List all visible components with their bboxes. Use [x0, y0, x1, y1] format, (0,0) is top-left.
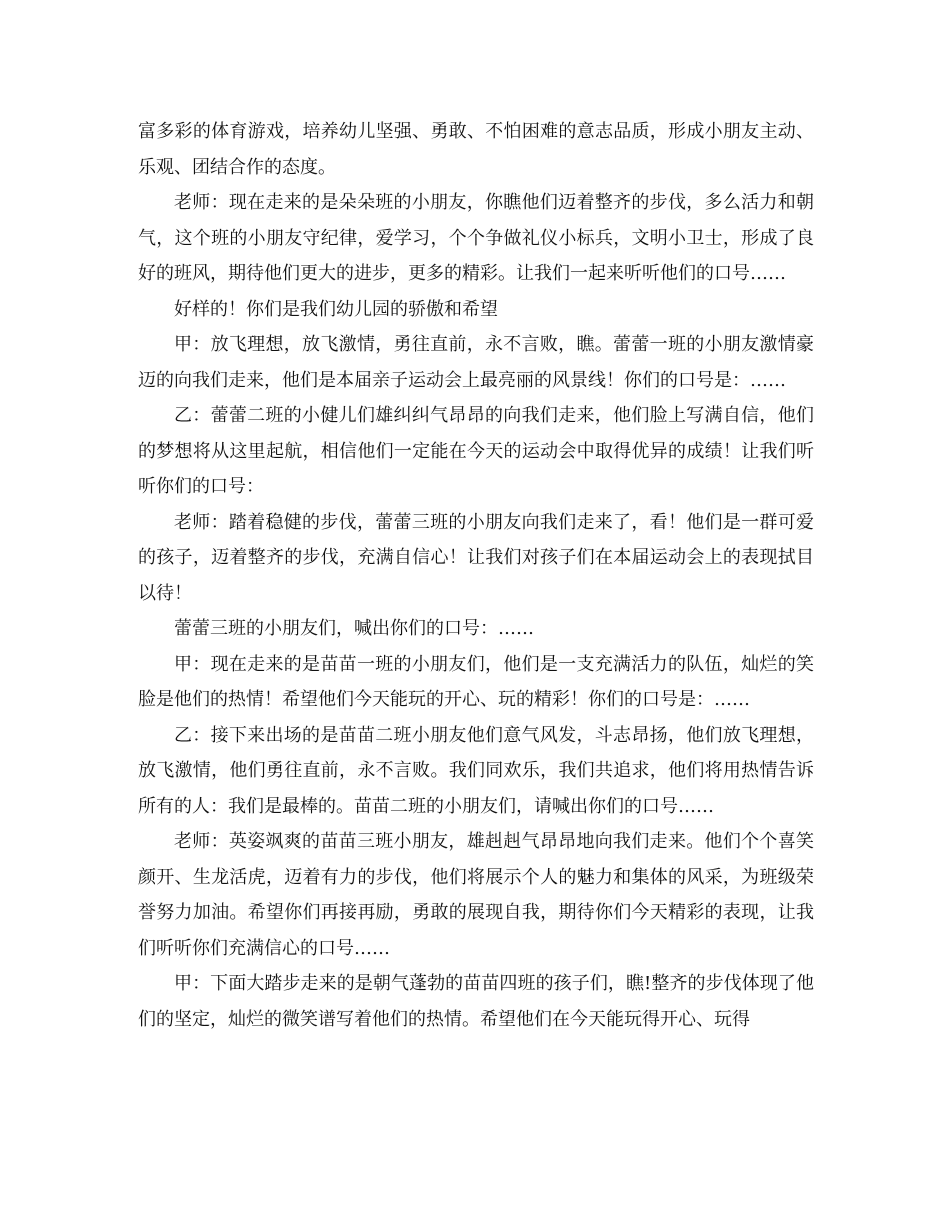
paragraph-2: 老师：现在走来的是朵朵班的小朋友，你瞧他们迈着整齐的步伐，多么活力和朝气，这个班的小朋友守纪律，爱学习，个个争做礼仪小标兵，文明小卫士，形成了良好的班风，期待他们更大的进步，更多的精彩。让我们一起来听听他们的口号……: [138, 192, 814, 284]
paragraph-10: 老师：英姿飒爽的苗苗三班小朋友，雄赳赳气昂昂地向我们走来。他们个个喜笑颜开、生龙活虎，迈着有力的步伐，他们将展示个人的魅力和集体的风采，为班级荣誉努力加油。希望你们再接再励，勇敢的展现自我，期待你们今天精彩的表现，让我们听听你们充满信心的口号……: [138, 831, 814, 959]
document-body: [138, 114, 814, 1037]
paragraph-1: 富多彩的体育游戏，培养幼儿坚强、勇敢、不怕困难的意志品质，形成小朋友主动、乐观、团结合作的态度。: [138, 121, 814, 178]
paragraph-5: 乙：蕾蕾二班的小健儿们雄纠纠气昂昂的向我们走来，他们脸上写满自信，他们的梦想将从这里起航，相信他们一定能在今天的运动会中取得优异的成绩！让我们听听你们的口号：: [138, 405, 814, 497]
paragraph-11: 甲：下面大踏步走来的是朝气蓬勃的苗苗四班的孩子们，瞧!整齐的步伐体现了他们的坚定，灿烂的微笑谱写着他们的热情。希望他们在今天能玩得开心、玩得: [138, 973, 814, 1030]
paragraph-8: 甲：现在走来的是苗苗一班的小朋友们，他们是一支充满活力的队伍，灿烂的笑脸是他们的热情！希望他们今天能玩的开心、玩的精彩！你们的口号是：……: [138, 653, 814, 710]
paragraph-7: 蕾蕾三班的小朋友们，喊出你们的口号：……: [174, 618, 534, 639]
paragraph-3: 好样的！你们是我们幼儿园的骄傲和希望: [174, 298, 498, 320]
paragraph-9: 乙：接下来出场的是苗苗二班小朋友他们意气风发，斗志昂扬，他们放飞理想，放飞激情，他们勇往直前，永不言败。我们同欢乐，我们共追求，他们将用热情告诉所有的人：我们是最棒的。苗苗二班的小朋友们，请喊出你们的口号……: [138, 724, 814, 817]
paragraph-4: 甲：放飞理想，放飞激情，勇往直前，永不言败，瞧。蕾蕾一班的小朋友激情豪迈的向我们走来，他们是本届亲子运动会上最亮丽的风景线！你们的口号是：……: [138, 334, 814, 391]
paragraph-6: 老师：踏着稳健的步伐，蕾蕾三班的小朋友向我们走来了，看！他们是一群可爱的孩子，迈着整齐的步伐，充满自信心！让我们对孩子们在本届运动会上的表现拭目以待！: [138, 511, 814, 604]
